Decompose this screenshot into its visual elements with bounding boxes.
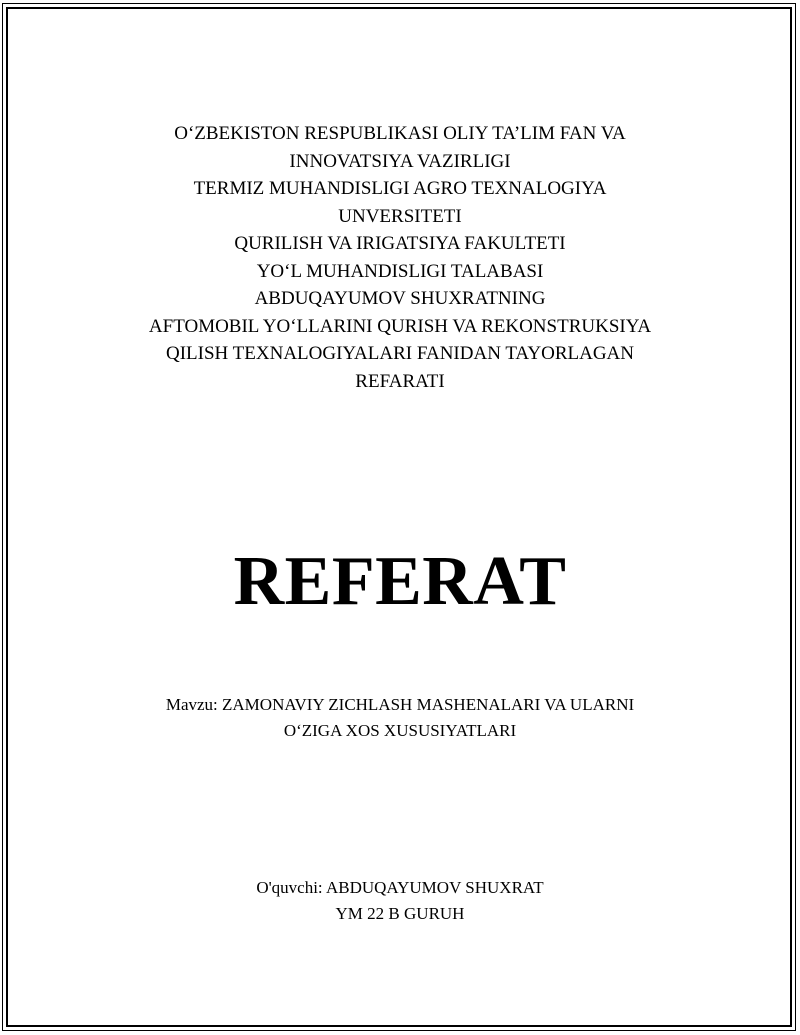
header-line-university-2: UNVERSITETI [338,205,462,227]
header-line-university-1: TERMIZ MUHANDISLIGI AGRO TEXNALOGIYA [193,178,607,199]
header-line-faculty: QURILISH VA IRIGATSIYA FAKULTETI [234,233,566,254]
header-line-report: REFARATI [355,370,445,392]
header-line-ministry-1: O‘ZBEKISTON RESPUBLIKASI OLIY TA’LIM FAN VA [174,123,626,144]
topic-line-2: O‘ZIGA XOS XUSUSIYATLARI [283,721,517,740]
header-line-author: ABDUQAYUMOV SHUXRATNING [254,288,546,309]
document-title: REFERAT [233,543,567,620]
topic-line-1: Mavzu: ZAMONAVIY ZICHLASH MASHENALARI VA ULARNI [165,695,635,714]
header-line-ministry-2: INNOVATSIYA VAZIRLIGI [289,150,511,172]
institution-header [0,120,800,395]
student-block [0,875,800,927]
topic-block [0,692,800,744]
header-line-subject-1: AFTOMOBIL YO‘LLARINI QURISH VA REKONSTRUKSIYA [148,315,652,337]
student-name: O'quvchi: ABDUQAYUMOV SHUXRAT [256,878,544,897]
header-line-department: YO‘L MUHANDISLIGI TALABASI [256,260,544,282]
header-line-subject-2: QILISH TEXNALOGIYALARI FANIDAN TAYORLAGAN [165,343,634,364]
student-group: YM 22 B GURUH [335,904,465,923]
